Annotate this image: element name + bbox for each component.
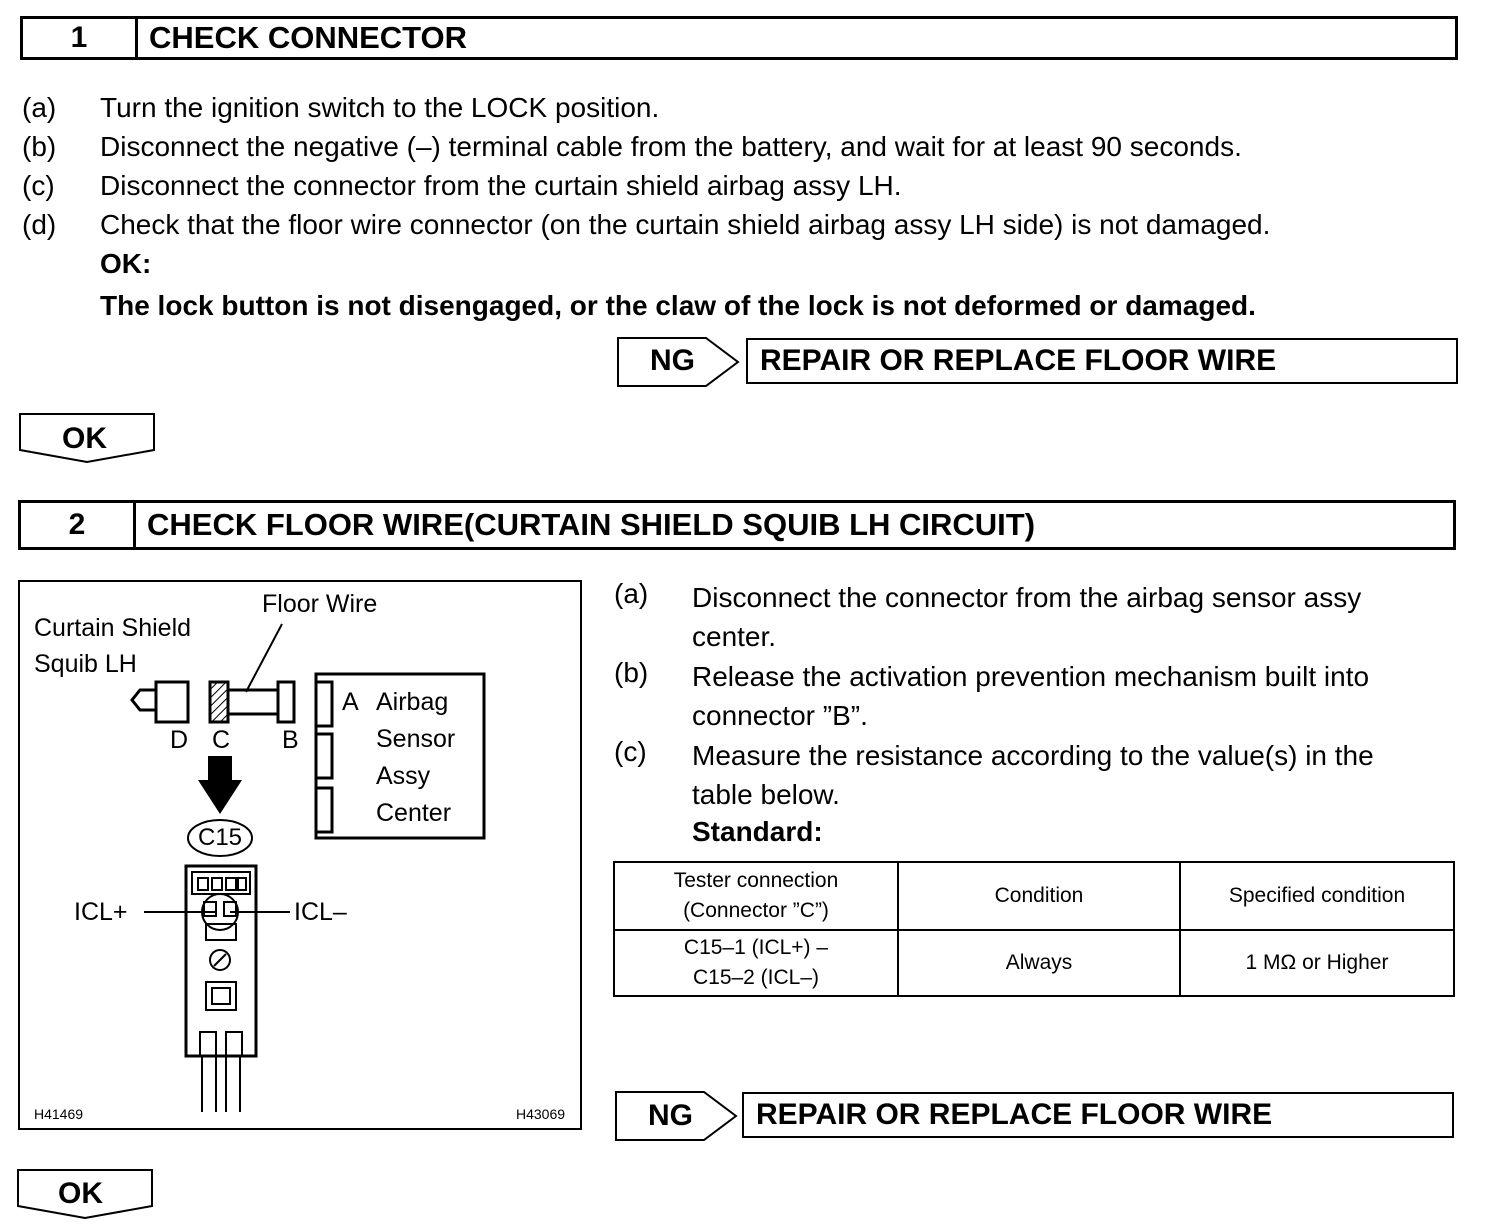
item-line2: center. <box>692 621 777 652</box>
header-condition: Condition <box>898 862 1180 930</box>
connector-id-label: C15 <box>197 824 243 851</box>
pin-c-label: C <box>212 726 231 754</box>
step2-item-a <box>614 578 1456 658</box>
step1-ng-label: NG <box>650 344 695 377</box>
table-header-row <box>614 862 1454 930</box>
down-arrow <box>198 756 242 814</box>
pin-b-block <box>278 682 294 722</box>
item-label: (b) <box>614 657 649 688</box>
step1-ok-text: The lock button is not disengaged, or the claw of the lock is not deformed or damaged. <box>100 290 1256 321</box>
pin-d-block <box>156 682 188 722</box>
step1-ok-label: OK: <box>100 248 152 279</box>
item-label: (b) <box>22 131 57 162</box>
step2-number: 2 <box>21 503 136 547</box>
header-specified-condition: Specified condition <box>1180 862 1454 930</box>
item-label: (a) <box>22 92 57 123</box>
airbag-label-2: Sensor <box>376 725 456 753</box>
item-text: Turn the ignition switch to the LOCK position. <box>100 92 660 123</box>
airbag-label-1: Airbag <box>376 688 449 716</box>
step1-ok-arrow-label: OK <box>62 422 107 455</box>
item-text: Disconnect the connector from the curtain shield airbag assy LH. <box>100 170 902 201</box>
item-line1: Disconnect the connector from the airbag sensor assy <box>692 582 1362 613</box>
item-text: Disconnect the negative (–) terminal cable from the battery, and wait for at least 90 seconds. <box>100 131 1242 162</box>
icl-minus-label: ICL– <box>294 898 347 926</box>
step1-header <box>20 16 1458 60</box>
step2-title: CHECK FLOOR WIRE(CURTAIN SHIELD SQUIB LH CIRCUIT) <box>147 507 1036 542</box>
floor-wire-label: Floor Wire <box>262 590 378 618</box>
step2-item-c <box>614 736 1456 816</box>
item-line2: connector ”B”. <box>692 700 868 731</box>
step1-title: CHECK CONNECTOR <box>149 20 468 55</box>
step2-ng-action: REPAIR OR REPLACE FLOOR WIRE <box>742 1092 1454 1138</box>
cell-tester-connection: C15–1 (ICL+) – C15–2 (ICL–) <box>614 930 898 996</box>
standard-label: Standard: <box>692 816 823 847</box>
curtain-label-1: Curtain Shield <box>34 614 192 642</box>
icl-plus-label: ICL+ <box>74 898 128 926</box>
sensor-pin-2 <box>316 734 332 778</box>
pin-b-label: B <box>282 726 299 754</box>
header-tester-connection: Tester connection (Connector ”C”) <box>614 862 898 930</box>
step2-header <box>18 500 1456 550</box>
connector-diagram <box>18 580 582 1130</box>
pin-c-block <box>210 682 228 722</box>
code-right: H43069 <box>516 1106 566 1122</box>
item-line1: Measure the resistance according to the value(s) in the <box>692 740 1374 771</box>
item-label: (c) <box>22 170 55 201</box>
pin-d-label: D <box>170 726 189 754</box>
item-label: (d) <box>22 209 57 240</box>
airbag-label-4: Center <box>376 799 452 827</box>
code-left: H41469 <box>34 1106 84 1122</box>
spec-table <box>613 861 1455 997</box>
pin-a-label: A <box>342 688 359 716</box>
sensor-pin-3 <box>316 788 332 832</box>
sensor-pin-a <box>316 682 332 726</box>
item-label: (c) <box>614 736 647 767</box>
step2-item-b <box>614 657 1456 737</box>
step2-ng-label: NG <box>648 1099 693 1132</box>
item-text: Check that the floor wire connector (on the curtain shield airbag assy LH side) is not damaged. <box>100 209 1271 240</box>
step1-ng-action: REPAIR OR REPLACE FLOOR WIRE <box>746 338 1458 384</box>
airbag-label-3: Assy <box>376 762 431 790</box>
table-row <box>614 930 1454 996</box>
item-line2: table below. <box>692 779 840 810</box>
cell-condition: Always <box>898 930 1180 996</box>
cell-specified-condition: 1 MΩ or Higher <box>1180 930 1454 996</box>
item-label: (a) <box>614 578 649 609</box>
curtain-label-2: Squib LH <box>34 650 137 678</box>
squib-plug <box>132 690 156 710</box>
item-line1: Release the activation prevention mechanism built into <box>692 661 1370 692</box>
step2-ok-arrow-label: OK <box>58 1177 103 1210</box>
step1-number: 1 <box>23 19 138 57</box>
floor-wire-body <box>228 690 278 714</box>
